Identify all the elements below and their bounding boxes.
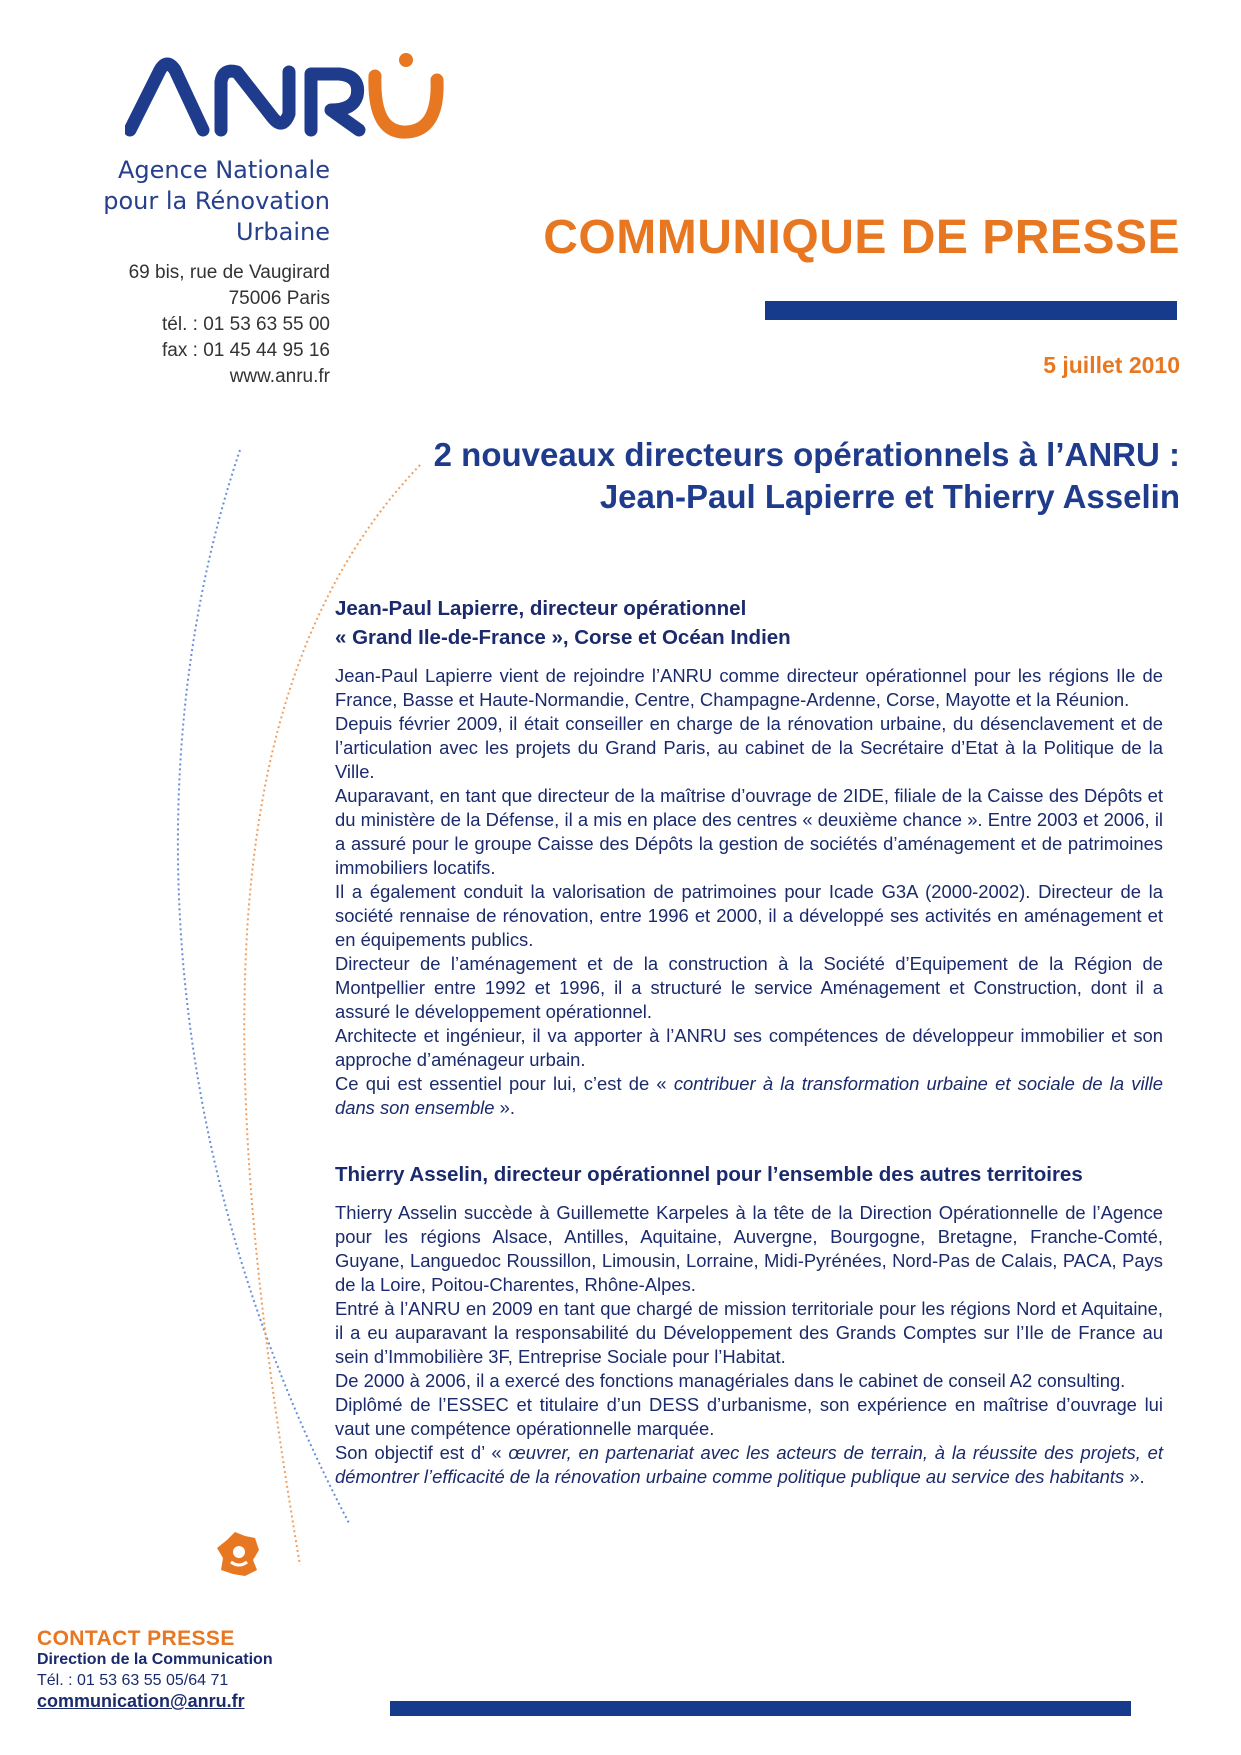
section-1-paragraph: Jean-Paul Lapierre vient de rejoindre l’ANRU comme directeur opérationnel pour les régions Ile de France, Basse et Haute-Normandie, Centre, Champagne-Ardenne, Corse, Mayotte et la Réunion. xyxy=(335,665,1163,710)
title-underline-bar xyxy=(765,301,1177,320)
section-1-paragraph: Auparavant, en tant que directeur de la maîtrise d’ouvrage de 2IDE, filiale de la Caisse des Dépôts et du ministère de la Défense, il a mis en place des centres « deuxième chance ». Entre 2003 et 2006, il a assuré pour le groupe Caisse des Dépôts la gestion de sociétés d’aménagement et de patrimoines immobiliers locatifs. xyxy=(335,785,1163,878)
headline-line-1: 2 nouveaux directeurs opérationnels à l’ANRU : xyxy=(433,436,1180,473)
quote-suffix: ». xyxy=(1124,1466,1145,1487)
address-fax: fax : 01 45 44 95 16 xyxy=(162,340,330,361)
address-street: 69 bis, rue de Vaugirard xyxy=(128,262,330,283)
address-tel: tél. : 01 53 63 55 00 xyxy=(162,314,330,335)
section-2-paragraph: De 2000 à 2006, il a exercé des fonctions managériales dans le cabinet de conseil A2 consulting. xyxy=(335,1370,1126,1391)
quote-prefix: Ce qui est essentiel pour lui, c’est de « xyxy=(335,1073,674,1094)
agency-address xyxy=(60,260,330,390)
headline-line-2: Jean-Paul Lapierre et Thierry Asselin xyxy=(599,478,1180,515)
section-2-paragraph: Thierry Asselin succède à Guillemette Karpeles à la tête de la Direction Opérationnelle de l’Agence pour les régions Alsace, Antilles, Aquitaine, Auvergne, Bourgogne, Bretagne, Franche-Comté, Guyane, Languedoc Roussillon, Limousin, Lorraine, Midi-Pyrénées, Nord-Pas de Calais, PACA, Pays de la Loire, Poitou-Charentes, Rhône-Alpes. xyxy=(335,1202,1163,1295)
section-1-paragraph: Directeur de l’aménagement et de la construction à la Société d’Equipement de la Région de Montpellier entre 1992 et 1996, il a structuré le service Aménagement et Construction, dont il a assuré le développement opérationnel. xyxy=(335,953,1163,1022)
contact-email-link[interactable]: communication@anru.fr xyxy=(37,1691,245,1711)
section-1-quote xyxy=(335,1072,1163,1120)
section-2-quote xyxy=(335,1441,1163,1489)
agency-line-3: Urbaine xyxy=(235,218,330,246)
section-asselin xyxy=(335,1160,1163,1489)
quote-text: contribuer à la transformation urbaine et sociale de la ville dans son ensemble xyxy=(335,1073,1163,1118)
address-web[interactable]: www.anru.fr xyxy=(229,366,330,387)
page-title: COMMUNIQUE DE PRESSE xyxy=(543,211,1180,264)
section-1-title-line-1: Jean-Paul Lapierre, directeur opérationnel xyxy=(335,597,747,620)
footer-bar xyxy=(390,1701,1131,1716)
section-1-paragraph: Architecte et ingénieur, il va apporter à l’ANRU ses compétences de développeur immobilier et son approche d’aménageur urbain. xyxy=(335,1025,1163,1070)
quote-prefix: Son objectif est d’ « xyxy=(335,1442,509,1463)
france-map-icon xyxy=(215,1530,263,1578)
section-1-paragraph: Il a également conduit la valorisation de patrimoines pour Icade G3A (2000-2002). Directeur de la société rennaise de rénovation, entre 1996 et 2000, il a développé ses activités en aménagement et en équipements publics. xyxy=(335,881,1163,950)
address-city: 75006 Paris xyxy=(228,288,330,309)
release-date: 5 juillet 2010 xyxy=(1043,352,1180,378)
section-1-paragraph: Depuis février 2009, il était conseiller en charge de la rénovation urbaine, du désenclavement et de l’articulation avec les projets du Grand Paris, au cabinet de la Secrétaire d’Etat à la Politique de la Ville. xyxy=(335,713,1163,782)
quote-suffix: ». xyxy=(494,1097,515,1118)
headline xyxy=(290,434,1180,518)
anru-logo xyxy=(125,52,455,152)
agency-line-2: pour la Rénovation xyxy=(103,187,330,215)
press-contact xyxy=(37,1628,273,1713)
section-2-title: Thierry Asselin, directeur opérationnel pour l’ensemble des autres territoires xyxy=(335,1163,1083,1186)
contact-title: CONTACT PRESSE xyxy=(37,1627,235,1650)
agency-line-1: Agence Nationale xyxy=(118,156,330,184)
contact-department: Direction de la Communication xyxy=(37,1651,273,1668)
section-2-paragraph: Diplômé de l’ESSEC et titulaire d’un DESS d’urbanisme, son expérience en maîtrise d’ouvrage lui vaut une compétence opérationnelle marquée. xyxy=(335,1394,1163,1439)
agency-name xyxy=(60,155,330,248)
quote-text: œuvrer, en partenariat avec les acteurs de terrain, à la réussite des projets, et démontrer l’efficacité de la rénovation urbaine comme politique publique au service des habitants xyxy=(335,1442,1163,1487)
contact-phone: Tél. : 01 53 63 55 05/64 71 xyxy=(37,1672,229,1689)
section-2-paragraph: Entré à l’ANRU en 2009 en tant que chargé de mission territoriale pour les régions Nord et Aquitaine, il a eu auparavant la responsabilité du Développement des Grands Comptes sur l’Ile de France au sein d’Immobilière 3F, Entreprise Sociale pour l’Habitat. xyxy=(335,1298,1163,1367)
section-lapierre xyxy=(335,594,1163,1120)
section-1-title-line-2: « Grand Ile-de-France », Corse et Océan Indien xyxy=(335,626,791,649)
